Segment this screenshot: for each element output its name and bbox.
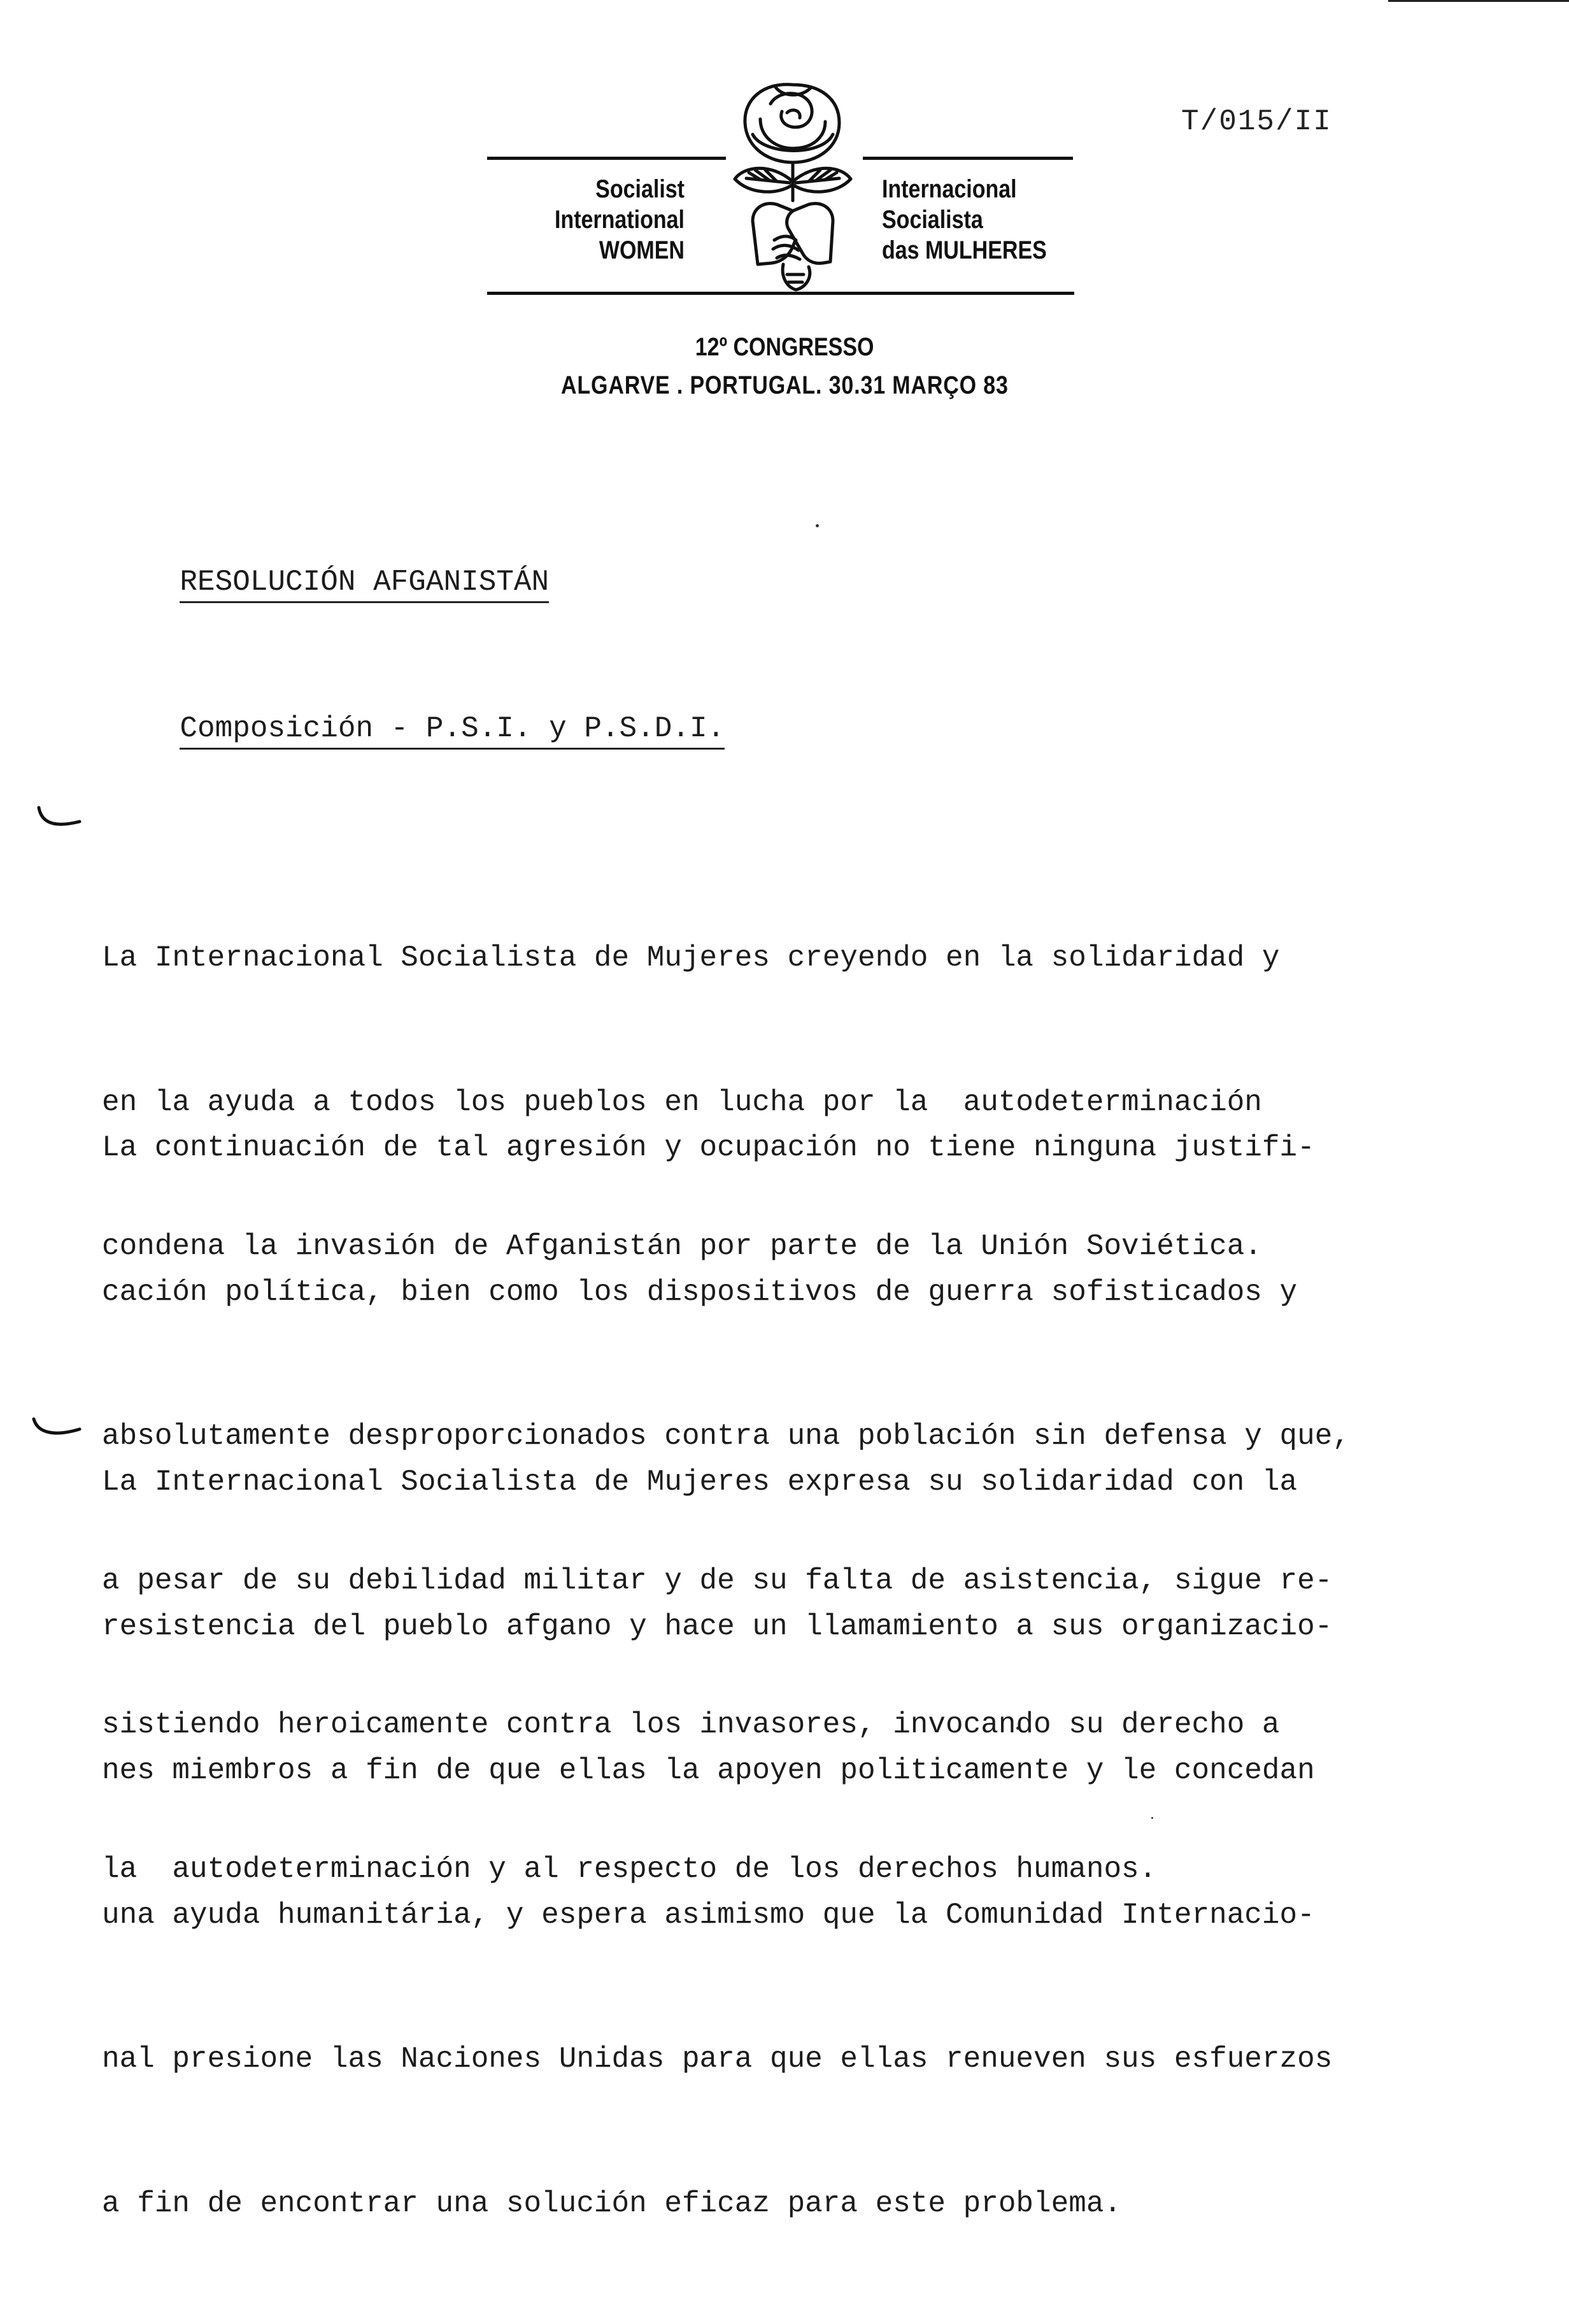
- resolution-title-text: RESOLUCIÓN AFGANISTÁN: [180, 566, 549, 603]
- pencil-margin-mark-icon: [35, 804, 86, 836]
- paragraph-line: La Internacional Socialista de Mujeres expresa su solidaridad con la: [102, 1465, 1298, 1499]
- letterhead-left-line: International: [554, 206, 685, 234]
- corner-rule: [1388, 0, 1569, 2]
- letterhead-left-line: Socialist: [595, 175, 685, 203]
- paragraph-line: a pesar de su debilidad militar y de su falta de asistencia, sigue re-: [102, 1564, 1333, 1597]
- paragraph-line: condena la invasión de Afganistán por parte de la Unión Soviética.: [102, 1230, 1262, 1263]
- paragraph-line: en la ayuda a todos los pueblos en lucha por la autodeterminación: [102, 1085, 1262, 1119]
- specks: [816, 524, 819, 527]
- pencil-margin-mark-icon: [29, 1414, 86, 1446]
- paragraph-line: nes miembros a fin de que ellas la apoyen politicamente y le concedan: [102, 1754, 1315, 1787]
- paragraph-line: sistiendo heroicamente contra los invasores, invocando su derecho a: [102, 1708, 1280, 1741]
- letterhead-rule-right: [863, 157, 1073, 160]
- reference-code: T/015/II: [1181, 105, 1332, 138]
- resolution-title: [110, 532, 549, 632]
- paragraph-line: resistencia del pueblo afgano y hace un llamamiento a sus organizacio-: [102, 1609, 1333, 1643]
- composition-text: Composición - P.S.I. y P.S.D.I.: [180, 712, 725, 750]
- congress-title: 12º CONGRESSO: [695, 333, 874, 361]
- paragraph-line: a fin de encontrar una solución eficaz para este problema.: [102, 2186, 1122, 2220]
- letterhead-rule-left: [487, 157, 726, 160]
- resolution-paragraph-3: [102, 1362, 1332, 2324]
- paragraph-line: una ayuda humanitária, y espera asimismo que la Comunidad Internacio-: [102, 1898, 1315, 1932]
- letterhead-english-name: [517, 174, 685, 266]
- rose-handshake-emblem-icon: [694, 73, 891, 315]
- letterhead-portuguese-name: [882, 174, 1061, 266]
- congress-info: [466, 328, 1103, 404]
- paragraph-line: absolutamente desproporcionados contra una población sin defensa y que,: [102, 1420, 1350, 1453]
- paragraph-line: La Internacional Socialista de Mujeres creyendo en la solidaridad y: [102, 941, 1280, 974]
- letterhead-right-line: Internacional: [882, 175, 1017, 203]
- composition-line: [110, 679, 725, 778]
- paragraph-line: cación política, bien como los dispositivos de guerra sofisticados y: [102, 1275, 1298, 1309]
- letterhead-right-line: das MULHERES: [882, 236, 1047, 264]
- letterhead-left-line: WOMEN: [599, 236, 685, 264]
- congress-location: ALGARVE . PORTUGAL. 30.31 MARÇO 83: [560, 371, 1009, 399]
- letterhead-right-line: Socialista: [882, 206, 983, 234]
- paragraph-line: La continuación de tal agresión y ocupación no tiene ninguna justifi-: [102, 1131, 1315, 1164]
- paragraph-line: la autodeterminación y al respecto de los derechos humanos.: [102, 1852, 1157, 1886]
- paragraph-line: nal presione las Naciones Unidas para que ellas renueven sus esfuerzos: [102, 2042, 1333, 2076]
